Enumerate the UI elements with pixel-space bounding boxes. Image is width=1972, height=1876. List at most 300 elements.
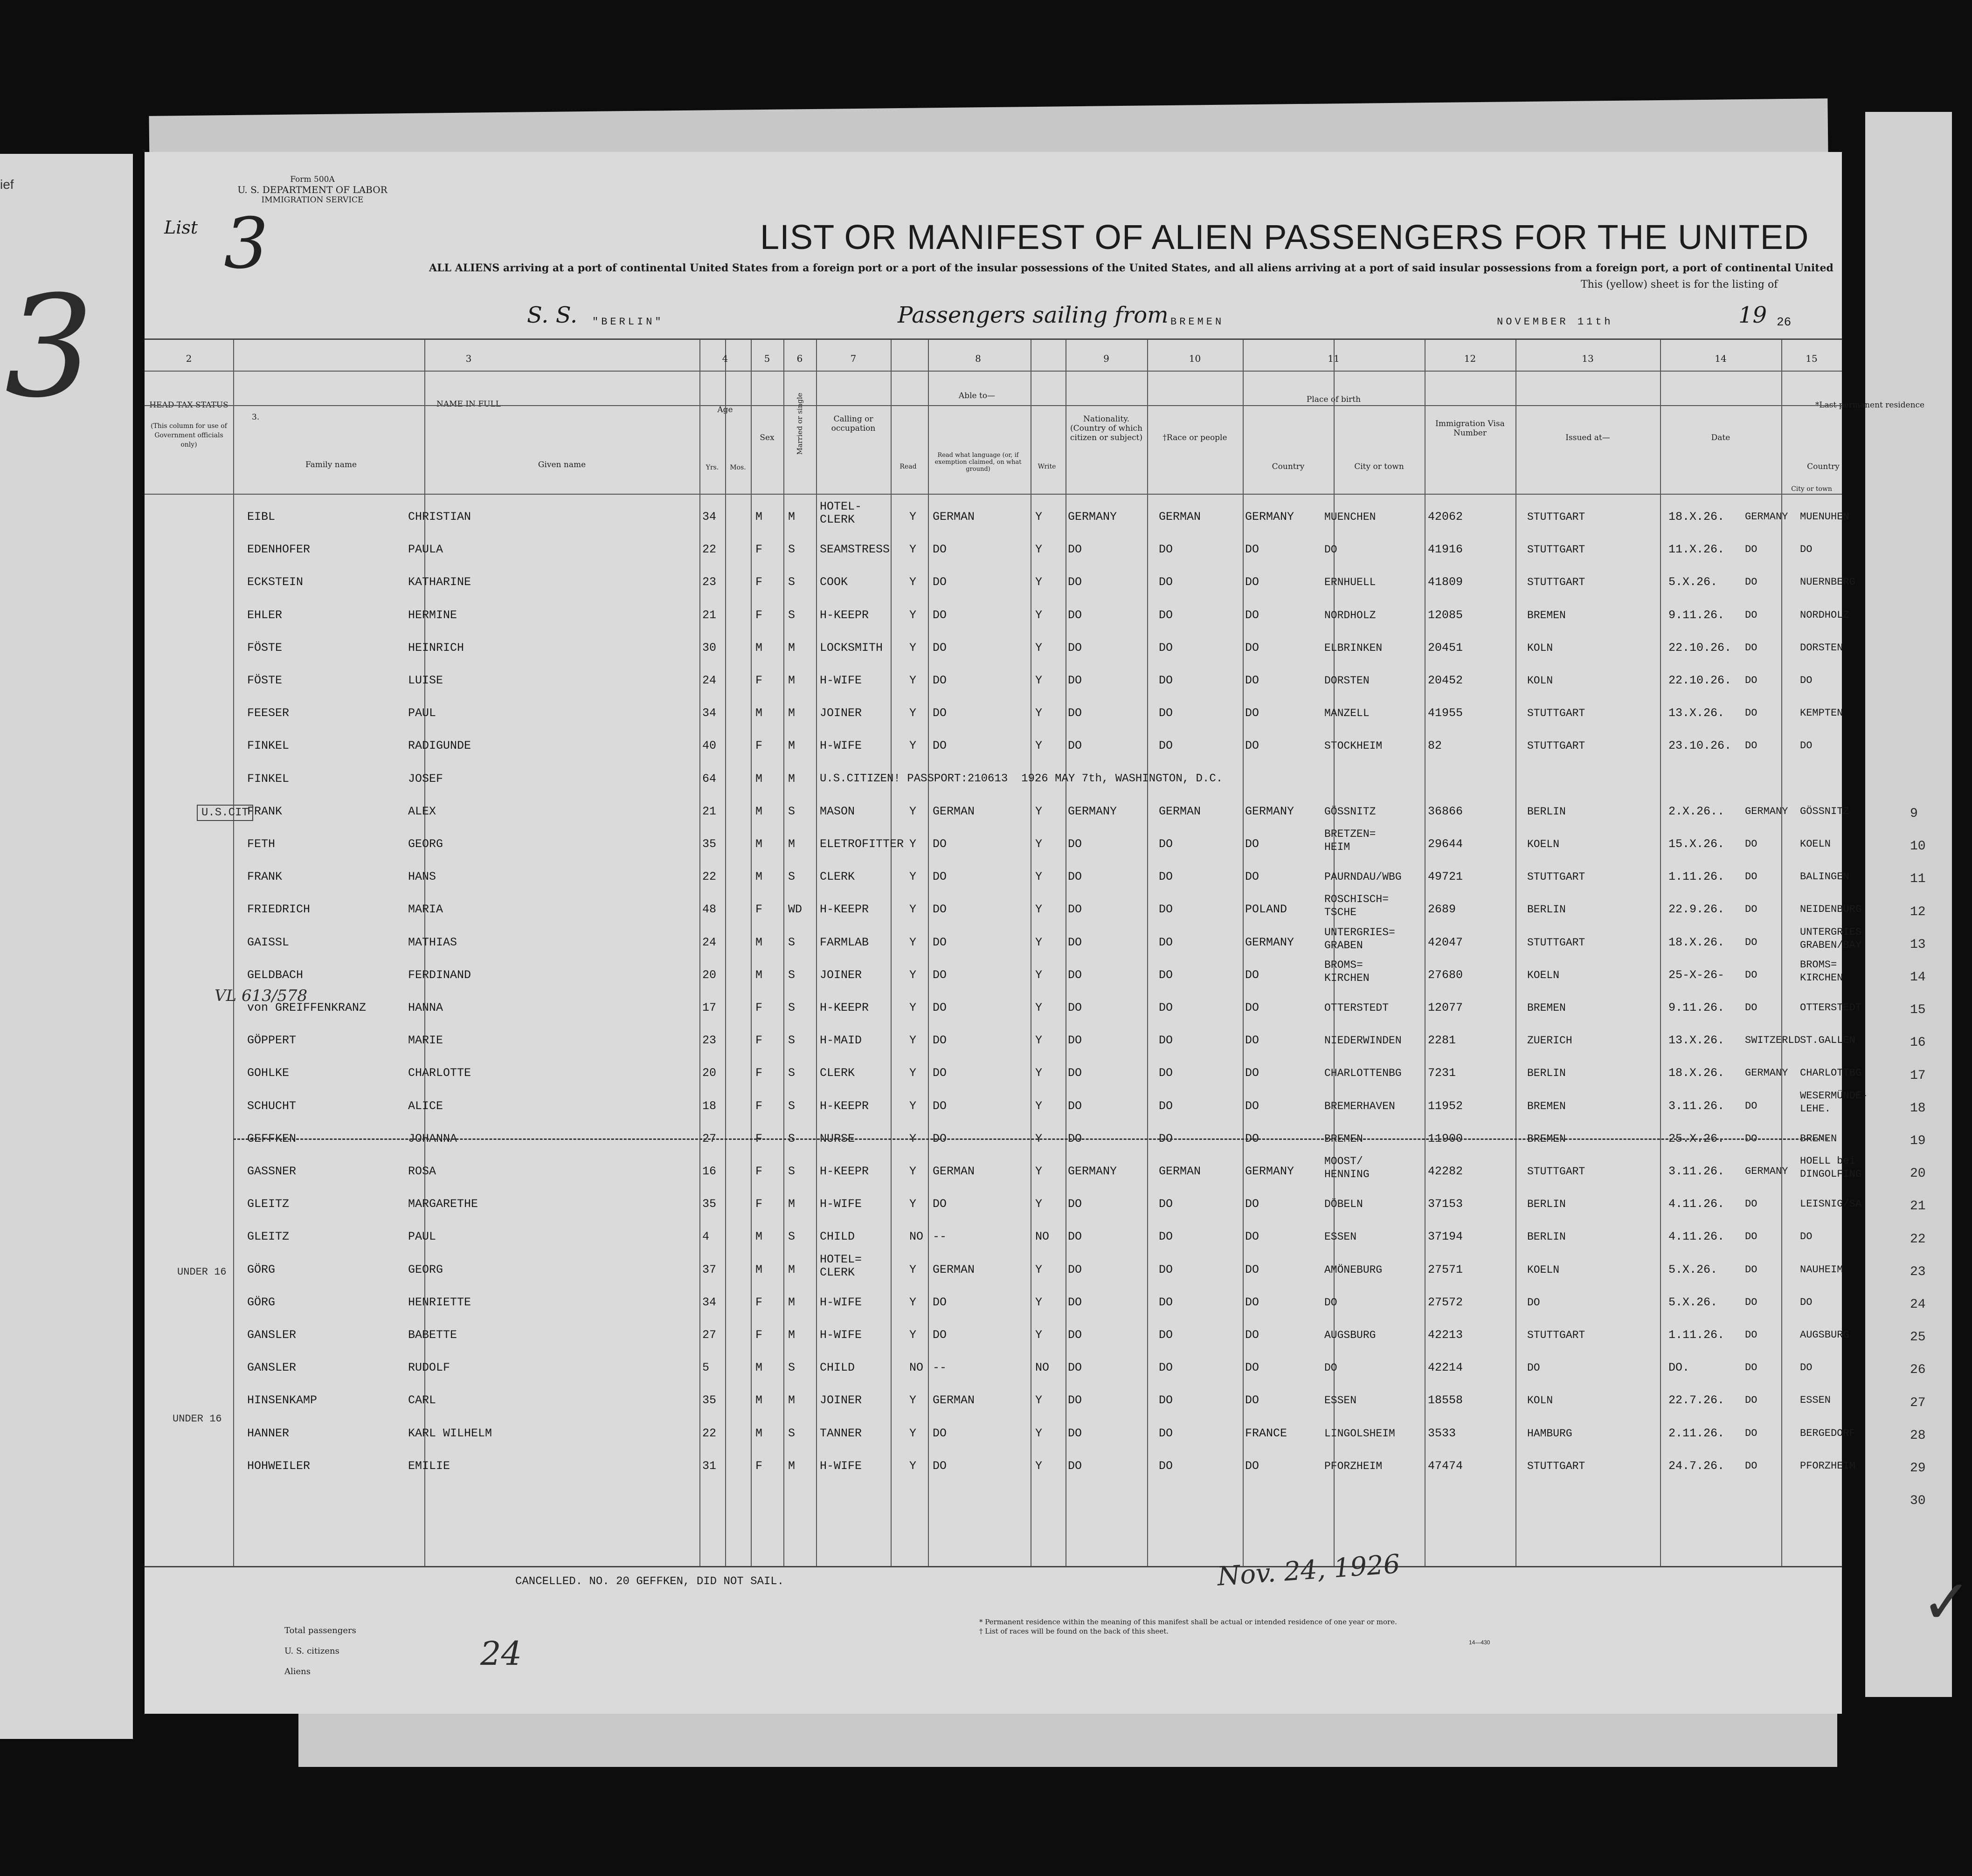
cell-bcity: STOCKHEIM	[1324, 740, 1383, 752]
cell-issued: STUTTGART	[1527, 1166, 1585, 1178]
table-row	[145, 597, 1849, 629]
cell-rcity: DORSTEN	[1800, 641, 1843, 654]
cell-visa: 29644	[1428, 837, 1463, 851]
cell-given: JOHANNA	[408, 1131, 457, 1145]
header-rule	[145, 405, 1842, 406]
cell-rcity: DO	[1800, 740, 1813, 752]
cell-race: DO	[1159, 1295, 1173, 1309]
cell-issued: BREMEN	[1527, 609, 1566, 621]
cell-lang: DO	[933, 706, 947, 720]
column-number: 6	[796, 353, 803, 364]
cell-bcountry: DO	[1245, 641, 1259, 655]
cell-race: DO	[1159, 1262, 1173, 1276]
departure-port: BREMEN	[1170, 316, 1225, 328]
cell-lang: DO	[933, 1034, 947, 1048]
cell-occ: COOK	[820, 575, 848, 589]
cell-write: NO	[1035, 1361, 1050, 1375]
cell-given: MARIA	[408, 903, 443, 917]
table-row	[145, 1153, 1862, 1186]
cell-write: Y	[1035, 1099, 1043, 1113]
cell-write: Y	[1035, 1034, 1043, 1048]
cell-issued: STUTTGART	[1527, 936, 1585, 949]
handwritten-date: Nov. 24, 1926	[1216, 1549, 1401, 1592]
table-row	[145, 760, 1842, 793]
cell-rcountry: DO	[1745, 1296, 1758, 1308]
total-passengers-label: Total passengers	[284, 1626, 356, 1635]
cell-given: HANS	[408, 870, 436, 884]
cell-rcity: BALINGEN	[1800, 871, 1849, 883]
cell-sex: F	[755, 1295, 763, 1309]
cell-given: ALICE	[408, 1099, 443, 1113]
cell-yrs: 18	[702, 1099, 717, 1113]
cell-bcity: UNTERGRIES= GRABEN	[1324, 926, 1395, 952]
table-row	[145, 1022, 1855, 1055]
cell-rcountry: GERMANY	[1745, 511, 1788, 523]
cell-family: EIBL	[247, 510, 276, 524]
cell-yrs: 27	[702, 1131, 717, 1145]
manifest-sheet	[145, 152, 1925, 1714]
cell-rcountry: DO	[1745, 904, 1758, 916]
cell-bcity: ELBRINKEN	[1324, 641, 1383, 654]
cell-bcity: BRETZEN= HEIM	[1324, 828, 1376, 853]
cell-issued: BREMEN	[1527, 1002, 1566, 1014]
cell-bcountry: FRANCE	[1245, 1426, 1287, 1440]
cell-family: GEFFKEN	[247, 1131, 297, 1145]
ss-label: S. S.	[527, 302, 578, 328]
adjacent-row-number: 30	[1910, 1494, 1926, 1509]
cell-given: HANNA	[408, 1001, 443, 1014]
cell-vdate: 13.X.26.	[1668, 1034, 1725, 1048]
cell-ms: M	[788, 510, 796, 524]
cell-visa: 20452	[1428, 674, 1463, 687]
cell-issued: BERLIN	[1527, 1067, 1566, 1080]
table-row	[145, 826, 1842, 858]
cell-lang: DO	[933, 1197, 947, 1211]
cell-yrs: 4	[702, 1230, 710, 1244]
cell-write: Y	[1035, 1197, 1043, 1211]
cell-bcountry: DO	[1245, 575, 1259, 589]
column-number: 8	[975, 353, 981, 364]
cell-race: DO	[1159, 1361, 1173, 1375]
cell-issued: STUTTGART	[1527, 707, 1585, 720]
cell-lang: DO	[933, 870, 947, 884]
cell-rcity: DO	[1800, 1362, 1813, 1374]
cell-race: DO	[1159, 1328, 1173, 1342]
cell-write: Y	[1035, 935, 1043, 949]
cell-sex: F	[755, 674, 763, 687]
cell-write: Y	[1035, 804, 1043, 818]
cell-rcountry: DO	[1745, 675, 1758, 686]
cell-rcountry: DO	[1745, 544, 1758, 556]
cell-ms: S	[788, 968, 796, 982]
cell-given: ALEX	[408, 804, 436, 818]
cell-sex: F	[755, 1328, 763, 1342]
cell-rcity: BERGEDORF	[1800, 1427, 1855, 1439]
cell-given: RADIGUNDE	[408, 739, 471, 753]
cell-rcountry: DO	[1745, 1132, 1758, 1145]
cell-vdate: 18.X.26.	[1668, 1066, 1725, 1080]
cell-write: Y	[1035, 1165, 1043, 1178]
cell-given: MARIE	[408, 1034, 443, 1048]
cell-rcity: UNTERGRIES GRABEN/BAY	[1800, 926, 1862, 951]
cell-vdate: 22.10.26.	[1668, 641, 1732, 655]
cell-rcity: DO	[1800, 675, 1813, 686]
cell-given: LUISE	[408, 674, 443, 687]
cell-rcountry: DO	[1745, 1198, 1758, 1210]
adjacent-row-number: 9	[1910, 807, 1918, 821]
cell-write: Y	[1035, 1066, 1043, 1080]
under-16-note-2: UNDER 16	[173, 1413, 222, 1425]
header-issued-at: Issued at—	[1565, 433, 1610, 442]
table-row	[145, 793, 1849, 826]
cell-yrs: 34	[702, 706, 717, 720]
table-row	[145, 1218, 1842, 1251]
cell-race: DO	[1159, 608, 1173, 622]
header-calling: Calling or occupation	[831, 414, 876, 433]
adjacent-row-number: 18	[1910, 1101, 1926, 1116]
cell-visa: 27680	[1428, 968, 1463, 982]
cell-ms: S	[788, 1034, 796, 1048]
cell-bcountry: GERMANY	[1245, 510, 1294, 524]
cell-bcity: DO	[1324, 544, 1337, 556]
cell-visa: 18558	[1428, 1393, 1463, 1407]
cell-race: DO	[1159, 837, 1173, 851]
cell-family: HANNER	[247, 1426, 290, 1440]
header-read: Read	[900, 463, 917, 470]
cell-visa: 12077	[1428, 1001, 1463, 1014]
cell-vdate: 9.11.26.	[1668, 1001, 1725, 1014]
cell-yrs: 5	[702, 1361, 710, 1375]
cell-rcity: ESSEN	[1800, 1394, 1831, 1407]
cell-yrs: 30	[702, 641, 717, 655]
header-date: Date	[1711, 433, 1730, 442]
cell-yrs: 20	[702, 968, 717, 982]
cell-bcountry: DO	[1245, 837, 1259, 851]
cell-bcountry: GERMANY	[1245, 804, 1294, 818]
cell-issued: STUTTGART	[1527, 1460, 1585, 1472]
cell-yrs: 24	[702, 674, 717, 687]
subtitle-2: This (yellow) sheet is for the listing of	[1581, 279, 1778, 290]
cell-race: DO	[1159, 543, 1173, 557]
sailing-label: Passengers sailing from	[898, 302, 1169, 328]
cell-bcity: PAURNDAU/WBG	[1324, 871, 1402, 883]
column-number: 7	[850, 353, 857, 364]
header-able-to: Able to—	[958, 391, 996, 400]
cell-read: Y	[909, 1197, 917, 1211]
cell-bcountry: DO	[1245, 543, 1259, 557]
cell-nat: GERMANY	[1068, 1165, 1117, 1178]
cell-given: GEORG	[408, 1262, 443, 1276]
cell-read: Y	[909, 1066, 917, 1080]
cell-rcountry: DO	[1745, 871, 1758, 883]
cell-ms: S	[788, 935, 796, 949]
cell-visa: 36866	[1428, 804, 1463, 818]
adjacent-row-number: 22	[1910, 1232, 1926, 1247]
cell-sex: F	[755, 1131, 763, 1145]
cell-given: CHARLOTTE	[408, 1066, 471, 1080]
cell-occ: HOTEL= CLERK	[820, 1252, 862, 1279]
cell-ms: S	[788, 575, 796, 589]
cell-rcountry: GERMANY	[1745, 1166, 1788, 1177]
cell-ms: M	[788, 674, 796, 687]
cell-issued: STUTTGART	[1527, 1329, 1585, 1341]
column-number: 5	[764, 353, 770, 364]
cell-family: SCHUCHT	[247, 1099, 297, 1113]
cell-vdate: 18.X.26.	[1668, 510, 1725, 524]
under-16-note: UNDER 16	[177, 1266, 227, 1278]
cell-visa: 41955	[1428, 706, 1463, 720]
cell-yrs: 21	[702, 804, 717, 818]
cell-nat: DO	[1068, 1099, 1082, 1113]
cell-sex: M	[755, 1393, 763, 1407]
cell-race: DO	[1159, 935, 1173, 949]
cell-yrs: 22	[702, 1426, 717, 1440]
cell-bcity: LINGOLSHEIM	[1324, 1427, 1395, 1440]
cell-nat: DO	[1068, 641, 1082, 655]
table-row	[145, 989, 1862, 1022]
cell-ms: M	[788, 1459, 796, 1473]
adjacent-row-number: 12	[1910, 904, 1926, 919]
cell-write: Y	[1035, 1459, 1043, 1473]
cell-rcountry: GERMANY	[1745, 1067, 1788, 1079]
table-row	[145, 1349, 1842, 1382]
cell-yrs: 21	[702, 608, 717, 622]
header-birth-city: City or town	[1354, 462, 1404, 471]
cell-rcity: ST.GALLEN	[1800, 1035, 1855, 1047]
cell-ms: S	[788, 1066, 796, 1080]
total-handwritten: 24	[480, 1635, 522, 1673]
cell-read: Y	[909, 641, 917, 655]
header-nationality: Nationality. (Country of which citizen or subject)	[1070, 414, 1143, 442]
cell-given: JOSEF	[408, 772, 443, 786]
cell-lang: DO	[933, 1131, 947, 1145]
cell-sex: F	[755, 1165, 763, 1178]
cell-issued: BERLIN	[1527, 805, 1566, 818]
totals-block	[284, 1621, 356, 1682]
cell-family: ECKSTEIN	[247, 575, 304, 589]
cell-write: Y	[1035, 1262, 1043, 1276]
cell-issued: DO	[1527, 1362, 1540, 1374]
table-row	[145, 1120, 1842, 1153]
cell-rcity: DO	[1800, 1231, 1813, 1243]
cell-read: Y	[909, 903, 917, 917]
cell-nat: DO	[1068, 1262, 1082, 1276]
cell-visa: 3533	[1428, 1426, 1456, 1440]
cell-given: MARGARETHE	[408, 1197, 478, 1211]
header-birth-country: Country	[1272, 462, 1305, 471]
cell-yrs: 34	[702, 510, 717, 524]
cell-lang: DO	[933, 903, 947, 917]
subtitle: ALL ALIENS arriving at a port of continental United States from a foreign port or a port of the insular possessions of the United States, and all aliens arriving at a port of said insular possessions from a foreign port, a port of continental United	[429, 262, 1834, 274]
header-head-tax-note: (This column for use of Government officials only)	[151, 422, 227, 448]
footnote-races: † List of races will be found on the back of this sheet.	[979, 1627, 1169, 1635]
cell-occ: FARMLAB	[820, 935, 869, 949]
header-name-in-full: NAME IN FULL	[436, 400, 501, 409]
cell-occ: H-WIFE	[820, 1328, 862, 1342]
cell-family: FRANK	[247, 804, 283, 818]
header-sex: Sex	[760, 433, 775, 442]
cell-nat: DO	[1068, 1197, 1082, 1211]
cell-read: Y	[909, 968, 917, 982]
cell-yrs: 35	[702, 837, 717, 851]
cell-nat: DO	[1068, 1066, 1082, 1080]
adjacent-row-number: 14	[1910, 970, 1926, 985]
cell-lang: DO	[933, 968, 947, 982]
cell-bcity: ESSEN	[1324, 1394, 1357, 1407]
cell-ms: M	[788, 1197, 796, 1211]
cell-given: PAULA	[408, 543, 443, 557]
cell-given: RUDOLF	[408, 1361, 450, 1375]
cell-occ: SEAMSTRESS	[820, 543, 890, 557]
table-row	[145, 1317, 1849, 1349]
cell-read: Y	[909, 1165, 917, 1178]
cell-family: GLEITZ	[247, 1197, 290, 1211]
cell-race: DO	[1159, 706, 1173, 720]
cell-issued: HAMBURG	[1527, 1427, 1572, 1440]
cell-visa: 42282	[1428, 1165, 1463, 1178]
cell-rcountry: DO	[1745, 576, 1758, 588]
cell-issued: ZUERICH	[1527, 1035, 1572, 1047]
adjacent-row-number: 24	[1910, 1297, 1926, 1312]
cell-family: FRIEDRICH	[247, 903, 311, 917]
cell-lang: DO	[933, 837, 947, 851]
cell-write: Y	[1035, 706, 1043, 720]
cell-sex: F	[755, 1034, 763, 1048]
cell-visa: 42047	[1428, 935, 1463, 949]
vl-annotation: VL 613/578	[214, 986, 308, 1005]
cell-lang: DO	[933, 575, 947, 589]
adjacent-row-number: 15	[1910, 1003, 1926, 1018]
cell-ms: S	[788, 1099, 796, 1113]
cell-rcountry: DO	[1745, 1460, 1758, 1472]
cell-yrs: 48	[702, 903, 717, 917]
cell-bcity: ESSEN	[1324, 1231, 1357, 1243]
table-row	[145, 564, 1855, 596]
cell-issued: KOLN	[1527, 1394, 1553, 1407]
cell-rcity: MUENUHEN	[1800, 511, 1849, 523]
cell-issued: DO	[1527, 1296, 1540, 1309]
cell-bcountry: DO	[1245, 870, 1259, 884]
cell-read: Y	[909, 1099, 917, 1113]
cell-given: HEINRICH	[408, 641, 464, 655]
cell-lang: GERMAN	[933, 1165, 975, 1178]
list-label: List	[164, 217, 198, 238]
table-row	[145, 1055, 1862, 1087]
cell-family: FINKEL	[247, 772, 290, 786]
column-number: 11	[1328, 353, 1340, 364]
cell-bcountry: DO	[1245, 1131, 1259, 1145]
cell-occ: H-WIFE	[820, 674, 862, 687]
cell-ms: M	[788, 837, 796, 851]
cell-race: DO	[1159, 1197, 1173, 1211]
cell-bcountry: GERMANY	[1245, 1165, 1294, 1178]
cell-bcity: AUGSBURG	[1324, 1329, 1376, 1341]
cell-nat: DO	[1068, 1459, 1082, 1473]
cell-yrs: 34	[702, 1295, 717, 1309]
cell-issued: KOELN	[1527, 969, 1560, 981]
page-title: LIST OR MANIFEST OF ALIEN PASSENGERS FOR THE UNITED	[760, 218, 1809, 256]
cell-race: GERMAN	[1159, 510, 1201, 524]
cell-rcity: GÖSSNITZ	[1800, 805, 1849, 817]
cell-rcountry: DO	[1745, 641, 1758, 654]
cell-bcity: DO	[1324, 1296, 1337, 1309]
cell-read: NO	[909, 1361, 924, 1375]
adjacent-row-number: 10	[1910, 839, 1926, 854]
cell-sex: M	[755, 804, 763, 818]
manifest-table	[145, 338, 1925, 1567]
cell-vdate: 5.X.26.	[1668, 1262, 1718, 1276]
cell-rcity: KOELN	[1800, 838, 1831, 850]
cell-write: Y	[1035, 1328, 1043, 1342]
cell-visa: 11900	[1428, 1131, 1463, 1145]
table-row	[145, 1382, 1842, 1414]
cell-race: DO	[1159, 870, 1173, 884]
cell-sex: F	[755, 575, 763, 589]
cell-read: Y	[909, 706, 917, 720]
cell-ms: S	[788, 1230, 796, 1244]
cell-occ: U.S.CITIZEN! PASSPORT:210613 1926 MAY 7th, WASHINGTON, D.C.	[820, 772, 1223, 785]
cell-write: Y	[1035, 1001, 1043, 1014]
cell-nat: DO	[1068, 608, 1082, 622]
cell-sex: M	[755, 1230, 763, 1244]
cell-read: Y	[909, 837, 917, 851]
cell-lang: DO	[933, 1066, 947, 1080]
cell-race: DO	[1159, 968, 1173, 982]
cell-issued: BERLIN	[1527, 1231, 1566, 1243]
cell-visa: 41916	[1428, 543, 1463, 557]
cell-lang: --	[933, 1230, 947, 1244]
cell-nat: DO	[1068, 870, 1082, 884]
cell-sex: M	[755, 1361, 763, 1375]
table-row	[145, 695, 1842, 727]
cell-bcity: MUENCHEN	[1324, 511, 1376, 523]
cell-bcountry: DO	[1245, 1328, 1259, 1342]
cell-read: Y	[909, 510, 917, 524]
cell-vdate: 5.X.26.	[1668, 1295, 1718, 1309]
cell-vdate: 11.X.26.	[1668, 543, 1725, 557]
cell-write: Y	[1035, 575, 1043, 589]
cell-occ: H-KEEPR	[820, 1165, 869, 1178]
cell-rcountry: DO	[1745, 1329, 1758, 1341]
cell-visa: 42214	[1428, 1361, 1463, 1375]
cell-race: DO	[1159, 1034, 1173, 1048]
cell-vdate: 23.10.26.	[1668, 739, 1732, 753]
cell-write: NO	[1035, 1230, 1050, 1244]
header-family-name: Family name	[305, 460, 357, 469]
cell-vdate: DO.	[1668, 1361, 1690, 1375]
cell-rcountry: DO	[1745, 1231, 1758, 1243]
cell-lang: GERMAN	[933, 510, 975, 524]
cell-issued: BREMEN	[1527, 1132, 1566, 1145]
cell-given: KATHARINE	[408, 575, 471, 589]
cell-nat: DO	[1068, 1328, 1082, 1342]
cell-occ: LOCKSMITH	[820, 641, 883, 655]
cell-race: DO	[1159, 575, 1173, 589]
year-suffix: 26	[1777, 315, 1792, 329]
cell-rcity: NORDHOLZ	[1800, 609, 1849, 621]
cell-visa: 2281	[1428, 1034, 1456, 1048]
table-row	[145, 924, 1862, 957]
cell-issued: KOELN	[1527, 1263, 1560, 1276]
adjacent-row-number: 25	[1910, 1330, 1926, 1345]
service: IMMIGRATION SERVICE	[261, 195, 364, 205]
cell-bcountry: DO	[1245, 1001, 1259, 1014]
cell-nat: DO	[1068, 837, 1082, 851]
cell-nat: DO	[1068, 1426, 1082, 1440]
column-number: 14	[1715, 353, 1727, 364]
adjacent-row-number: 20	[1910, 1166, 1926, 1181]
adjacent-row-number: 13	[1910, 937, 1926, 952]
